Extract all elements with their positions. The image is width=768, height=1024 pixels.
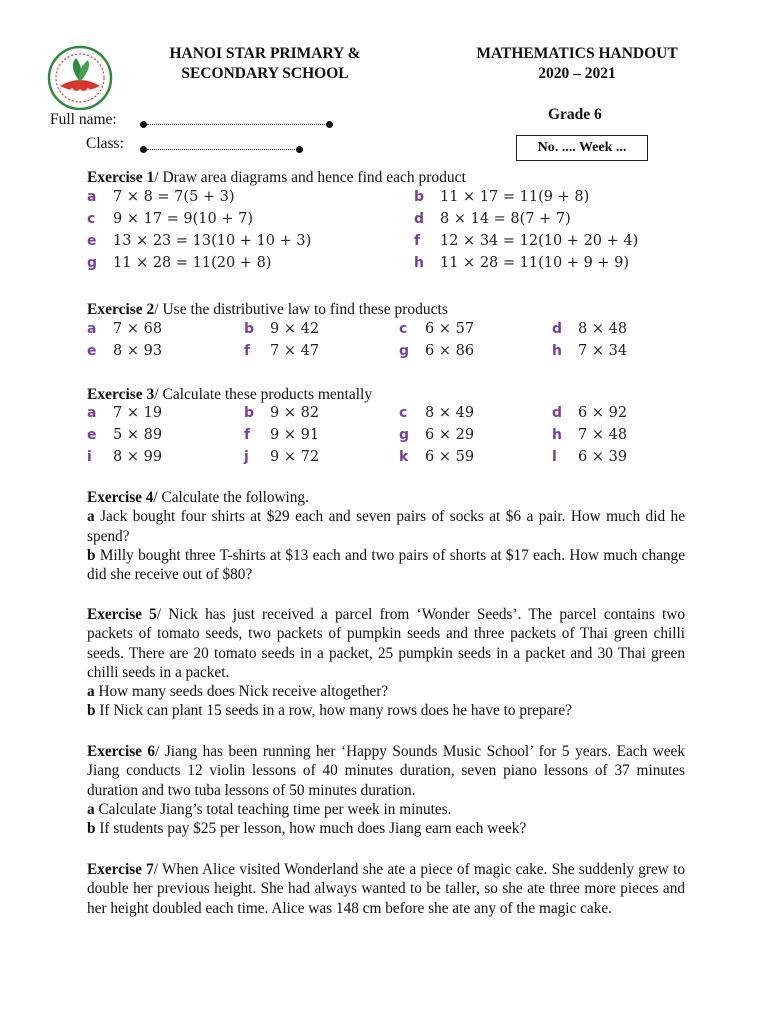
item-expression: 9 × 42	[270, 321, 320, 337]
school-line-2: SECONDARY SCHOOL	[181, 65, 349, 82]
exercise-item	[87, 318, 244, 340]
item-expression: 6 × 59	[425, 449, 475, 465]
exercise-item	[244, 424, 399, 446]
exercise-5-label: Exercise 5	[87, 606, 157, 623]
part-text: Calculate Jiang’s total teaching time per week in minutes.	[94, 800, 452, 818]
exercise-item	[244, 318, 399, 340]
week-box	[516, 135, 648, 161]
exercise-item	[399, 446, 552, 468]
exercise-item	[87, 402, 244, 424]
exercise-7	[87, 860, 685, 918]
school-line-1: HANOI STAR PRIMARY &	[169, 45, 361, 62]
exercise-4-part-a	[87, 507, 685, 546]
part-text: How many seeds does Nick receive altogether?	[94, 683, 389, 701]
exercise-6-label: Exercise 6	[87, 743, 156, 760]
item-expression: 9 × 82	[270, 405, 320, 421]
item-letter: d	[552, 405, 563, 421]
part-label: b	[87, 546, 96, 564]
item-expression: 11 × 28 = 11(10 + 9 + 9)	[440, 255, 630, 271]
school-logo-icon	[46, 44, 114, 112]
exercise-4-instruction: / Calculate the following.	[153, 489, 309, 506]
exercise-1-right-column	[414, 186, 638, 274]
exercise-item	[87, 230, 311, 252]
exercise-1-left-column	[87, 186, 311, 274]
item-expression: 8 × 48	[578, 321, 628, 337]
exercise-2-instruction: / Use the distributive law to find these products	[154, 301, 448, 318]
item-expression: 11 × 17 = 11(9 + 8)	[440, 189, 590, 205]
part-text: Milly bought three T-shirts at $13 each and two pairs of shorts at $17 each. How much change did she receive out of $80?	[87, 546, 685, 584]
class-label: Class:	[86, 135, 124, 152]
exercise-5-body	[87, 605, 685, 682]
exercise-6	[87, 742, 685, 838]
item-letter: h	[552, 427, 562, 443]
item-expression: 8 × 49	[425, 405, 475, 421]
grid-row	[87, 402, 627, 424]
item-letter: c	[399, 321, 408, 337]
exercise-2-title	[87, 300, 448, 320]
item-letter: f	[414, 233, 421, 249]
item-letter: g	[399, 427, 410, 443]
exercise-item	[414, 208, 638, 230]
item-expression: 7 × 34	[578, 343, 628, 359]
item-letter: c	[87, 211, 96, 227]
exercise-item	[414, 186, 638, 208]
exercise-6-part-a	[87, 800, 685, 819]
item-letter: d	[552, 321, 563, 337]
part-label: b	[87, 702, 96, 720]
exercise-item	[552, 340, 627, 362]
exercise-4-label: Exercise 4	[87, 489, 154, 506]
item-expression: 6 × 92	[578, 405, 628, 421]
item-expression: 6 × 29	[425, 427, 475, 443]
exercise-6-body	[87, 742, 685, 800]
exercise-7-body	[87, 860, 685, 918]
item-letter: f	[244, 427, 251, 443]
exercise-item	[244, 402, 399, 424]
exercise-item	[87, 186, 311, 208]
item-expression: 5 × 89	[113, 427, 163, 443]
item-expression: 13 × 23 = 13(10 + 10 + 3)	[113, 233, 312, 249]
exercise-5-text: / Nick has just received a parcel from ‘Wonder Seeds’. The parcel contains two packets of tomato seeds, two packets of pumpkin seeds and three packets of Thai green chilli seeds. There are 20 tomato seeds in a packet, 25 pumpkin seeds in a packet and 30 Thai green chilli seeds in a packet.	[87, 606, 685, 681]
grid-row	[87, 446, 627, 468]
item-expression: 9 × 91	[270, 427, 320, 443]
item-expression: 7 × 8 = 7(5 + 3)	[113, 189, 235, 205]
item-letter: g	[87, 255, 98, 271]
exercise-4	[87, 488, 685, 584]
class-line-end-dot	[296, 146, 303, 153]
exercise-2-label: Exercise 2	[87, 301, 155, 318]
item-letter: b	[414, 189, 425, 205]
exercise-6-part-b	[87, 819, 685, 838]
exercise-1-label: Exercise 1	[87, 169, 155, 186]
exercise-7-label: Exercise 7	[87, 861, 154, 878]
exercise-item	[552, 318, 627, 340]
name-line-start-dot	[140, 121, 147, 128]
grid-row	[87, 424, 627, 446]
part-label: a	[87, 508, 95, 526]
exercise-item	[87, 252, 311, 274]
exercise-5-part-a	[87, 682, 685, 701]
item-letter: b	[244, 321, 255, 337]
school-year: 2020 – 2021	[538, 65, 616, 82]
exercise-item	[244, 340, 399, 362]
item-letter: g	[399, 343, 410, 359]
part-label: a	[87, 683, 95, 701]
part-text: If Nick can plant 15 seeds in a row, how many rows does he have to prepare?	[95, 702, 572, 720]
item-letter: l	[552, 449, 557, 465]
item-letter: k	[399, 449, 409, 465]
part-text: If students pay $25 per lesson, how much does Jiang earn each week?	[95, 820, 527, 838]
exercise-7-text: / When Alice visited Wonderland she ate a piece of magic cake. She suddenly grew to double her previous height. She had always wanted to be taller, so she ate three more pieces and her height doubled each time. Alice was 148 cm before she ate any of the magic cake.	[87, 861, 685, 917]
exercise-item	[552, 424, 627, 446]
part-text: Jack bought four shirts at $29 each and seven pairs of socks at $6 a pair. How much did he spend?	[87, 508, 685, 545]
item-expression: 11 × 28 = 11(20 + 8)	[113, 255, 272, 271]
exercise-3-label: Exercise 3	[87, 386, 155, 403]
item-expression: 8 × 93	[113, 343, 163, 359]
item-expression: 7 × 47	[270, 343, 320, 359]
exercise-item	[552, 402, 627, 424]
part-label: b	[87, 820, 96, 838]
exercise-item	[552, 446, 627, 468]
item-letter: e	[87, 233, 97, 249]
item-letter: c	[399, 405, 408, 421]
item-letter: e	[87, 427, 97, 443]
item-letter: a	[87, 189, 97, 205]
exercise-item	[244, 446, 399, 468]
exercise-1-instruction: / Draw area diagrams and hence find each product	[154, 169, 466, 186]
item-expression: 6 × 39	[578, 449, 628, 465]
week-box-text: No. .... Week ...	[537, 140, 627, 155]
class-line-start-dot	[140, 146, 147, 153]
item-expression: 7 × 68	[113, 321, 163, 337]
item-expression: 7 × 19	[113, 405, 163, 421]
item-letter: d	[414, 211, 425, 227]
exercise-item	[87, 424, 244, 446]
item-letter: h	[552, 343, 562, 359]
exercise-item	[87, 208, 311, 230]
item-expression: 7 × 48	[578, 427, 628, 443]
item-letter: b	[244, 405, 255, 421]
handout-title: MATHEMATICS HANDOUT	[476, 45, 678, 62]
full-name-label: Full name:	[50, 111, 117, 128]
item-expression: 8 × 99	[113, 449, 163, 465]
exercise-2-grid	[87, 318, 627, 362]
exercise-item	[399, 424, 552, 446]
item-letter: a	[87, 321, 97, 337]
exercise-4-title	[87, 488, 685, 507]
school-name	[140, 44, 390, 84]
item-expression: 9 × 72	[270, 449, 320, 465]
exercise-item	[87, 340, 244, 362]
exercise-5-part-b	[87, 701, 685, 720]
exercise-item	[399, 340, 552, 362]
grid-row	[87, 340, 627, 362]
item-letter: a	[87, 405, 97, 421]
exercise-3-grid	[87, 402, 627, 468]
exercise-item	[399, 318, 552, 340]
handout-title-block	[452, 44, 702, 84]
item-expression: 12 × 34 = 12(10 + 20 + 4)	[440, 233, 639, 249]
exercise-4-part-b	[87, 546, 685, 585]
item-letter: h	[414, 255, 424, 271]
item-letter: i	[87, 449, 92, 465]
exercise-3-instruction: / Calculate these products mentally	[154, 386, 373, 403]
exercise-item	[399, 402, 552, 424]
item-letter: j	[244, 449, 249, 465]
grid-row	[87, 318, 627, 340]
name-line-end-dot	[326, 121, 333, 128]
exercise-1-title	[87, 168, 466, 188]
grade-label: Grade 6	[548, 106, 602, 123]
item-expression: 8 × 14 = 8(7 + 7)	[440, 211, 571, 227]
class-field[interactable]	[147, 149, 297, 150]
school-logo	[46, 44, 114, 112]
exercise-item	[414, 252, 638, 274]
exercise-item	[87, 446, 244, 468]
full-name-field[interactable]	[147, 124, 327, 125]
item-letter: f	[244, 343, 251, 359]
item-expression: 6 × 57	[425, 321, 475, 337]
part-label: a	[87, 800, 95, 818]
exercise-item	[414, 230, 638, 252]
exercise-5	[87, 605, 685, 721]
item-expression: 6 × 86	[425, 343, 475, 359]
item-letter: e	[87, 343, 97, 359]
item-expression: 9 × 17 = 9(10 + 7)	[113, 211, 253, 227]
exercise-6-text: / Jiang has been running her ‘Happy Sounds Music School’ for 5 years. Each week Jiang conducts 12 violin lessons of 40 minutes duration, seven piano lessons of 37 minutes duration and two tuba lessons of 50 minutes duration.	[87, 743, 686, 799]
